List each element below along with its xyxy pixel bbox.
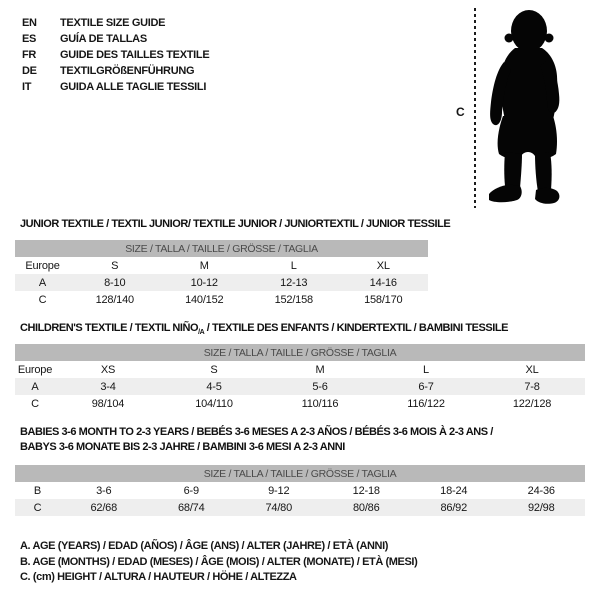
size-cell: 6-9	[183, 484, 199, 497]
size-cell: 128/140	[95, 293, 134, 306]
size-cell: 10-12	[160, 274, 250, 291]
baby-silhouette-icon	[483, 8, 571, 208]
section-title-junior: JUNIOR TEXTILE / TEXTIL JUNIOR/ TEXTILE JUNIOR / JUNIORTEXTIL / JUNIOR TESSILE	[20, 218, 451, 230]
size-cell: 86/92	[410, 499, 498, 516]
note-line-a: A. AGE (YEARS) / EDAD (AÑOS) / ÂGE (ANS) / ALTER (JAHRE) / ETÀ (ANNI)	[20, 540, 388, 552]
size-cell: 4-5	[161, 378, 267, 395]
size-cell: 3-4	[55, 378, 161, 395]
language-name: GUÍA DE TALLAS	[60, 33, 147, 45]
language-code: ES	[22, 33, 37, 45]
size-table-children	[15, 344, 585, 412]
note-line-c: C. (cm) HEIGHT / ALTURA / HAUTEUR / HÖHE / ALTEZZA	[20, 571, 297, 583]
section-title-babies	[20, 425, 493, 454]
size-cell: XL	[376, 259, 390, 272]
size-cell: 98/104	[91, 397, 125, 410]
size-cell: L	[423, 363, 429, 376]
size-cell: 9-12	[268, 484, 290, 497]
title-text: / TEXTILE DES ENFANTS / KINDERTEXTIL / BAMBINI TESSILE	[204, 322, 509, 334]
size-cell: M	[315, 363, 325, 376]
title-line: BABYS 3-6 MONATE BIS 2-3 JAHRE / BAMBINI 3-6 MESI A 2-3 ANNI	[20, 440, 345, 453]
size-cell: 18-24	[440, 484, 468, 497]
size-cell: 62/68	[60, 499, 148, 516]
language-code: IT	[22, 81, 32, 93]
size-table-junior	[15, 240, 428, 308]
row-label: A	[15, 378, 55, 395]
size-cell: 12-18	[352, 484, 380, 497]
title-text: CHILDREN'S TEXTILE / TEXTIL NIÑO	[20, 322, 199, 334]
size-cell: 6-7	[373, 378, 479, 395]
size-cell: 24-36	[527, 484, 555, 497]
size-table-babies	[15, 465, 585, 516]
table-row	[15, 378, 585, 395]
size-table-header: SIZE / TALLA / TAILLE / GRÖSSE / TAGLIA	[15, 344, 585, 361]
table-row	[15, 291, 428, 308]
language-code: DE	[22, 65, 37, 77]
language-name: TEXTILE SIZE GUIDE	[60, 17, 166, 29]
size-cell: S	[210, 363, 218, 376]
language-name: GUIDE DES TAILLES TEXTILE	[60, 49, 210, 61]
size-cell: 68/74	[148, 499, 236, 516]
language-name: GUIDA ALLE TAGLIE TESSILI	[60, 81, 207, 93]
size-cell: 116/122	[407, 397, 445, 410]
table-row	[15, 257, 428, 274]
size-cell: XS	[100, 363, 116, 376]
row-label: Europe	[17, 363, 53, 376]
language-row-fr	[22, 47, 209, 63]
row-label: B	[33, 484, 42, 497]
height-dashed-line	[474, 8, 476, 208]
title-subscript: /A	[198, 329, 205, 337]
size-cell: 122/128	[512, 397, 552, 410]
size-cell: 3-6	[96, 484, 112, 497]
row-label: Europe	[25, 259, 60, 272]
language-code: FR	[22, 49, 37, 61]
section-title-children	[20, 321, 508, 341]
size-cell: 140/152	[185, 293, 224, 306]
table-row	[15, 395, 585, 412]
size-cell: 80/86	[323, 499, 411, 516]
language-row-en	[22, 15, 209, 31]
size-table-header: SIZE / TALLA / TAILLE / GRÖSSE / TAGLIA	[15, 465, 585, 482]
table-row	[15, 482, 585, 499]
language-row-es	[22, 31, 209, 47]
row-label: C	[15, 499, 60, 516]
size-cell: 8-10	[70, 274, 160, 291]
size-cell: 5-6	[267, 378, 373, 395]
table-row	[15, 361, 585, 378]
footer-notes	[20, 539, 417, 586]
note-line-b: B. AGE (MONTHS) / EDAD (MESES) / ÂGE (MOIS) / ALTER (MONATE) / ETÀ (MESI)	[20, 555, 418, 568]
size-cell: 158/170	[364, 293, 403, 306]
row-label: C	[31, 397, 39, 410]
size-cell: L	[290, 259, 297, 272]
size-cell: 7-8	[479, 378, 585, 395]
size-cell: 152/158	[274, 293, 313, 306]
size-cell: 110/116	[301, 397, 339, 410]
language-list	[22, 15, 209, 95]
title-line: BABIES 3-6 MONTH TO 2-3 YEARS / BEBÉS 3-6 MESES A 2-3 AÑOS / BÉBÉS 3-6 MOIS À 2-3 ANS /	[20, 426, 493, 438]
size-cell: S	[111, 259, 119, 272]
row-label: C	[38, 293, 47, 306]
language-code: EN	[22, 17, 37, 29]
size-cell: 74/80	[235, 499, 323, 516]
size-cell: 12-13	[249, 274, 339, 291]
size-cell: 14-16	[339, 274, 429, 291]
table-row	[15, 274, 428, 291]
size-cell: XL	[525, 363, 539, 376]
language-row-de	[22, 63, 209, 79]
row-label: A	[15, 274, 70, 291]
size-cell: M	[199, 259, 209, 272]
table-row	[15, 499, 585, 516]
size-cell: 104/110	[195, 397, 233, 410]
size-table-header: SIZE / TALLA / TAILLE / GRÖSSE / TAGLIA	[15, 240, 428, 257]
size-cell: 92/98	[498, 499, 586, 516]
language-name: TEXTILGRÖßENFÜHRUNG	[60, 65, 195, 77]
language-row-it	[22, 79, 209, 95]
figure-height-label: C	[456, 105, 465, 119]
